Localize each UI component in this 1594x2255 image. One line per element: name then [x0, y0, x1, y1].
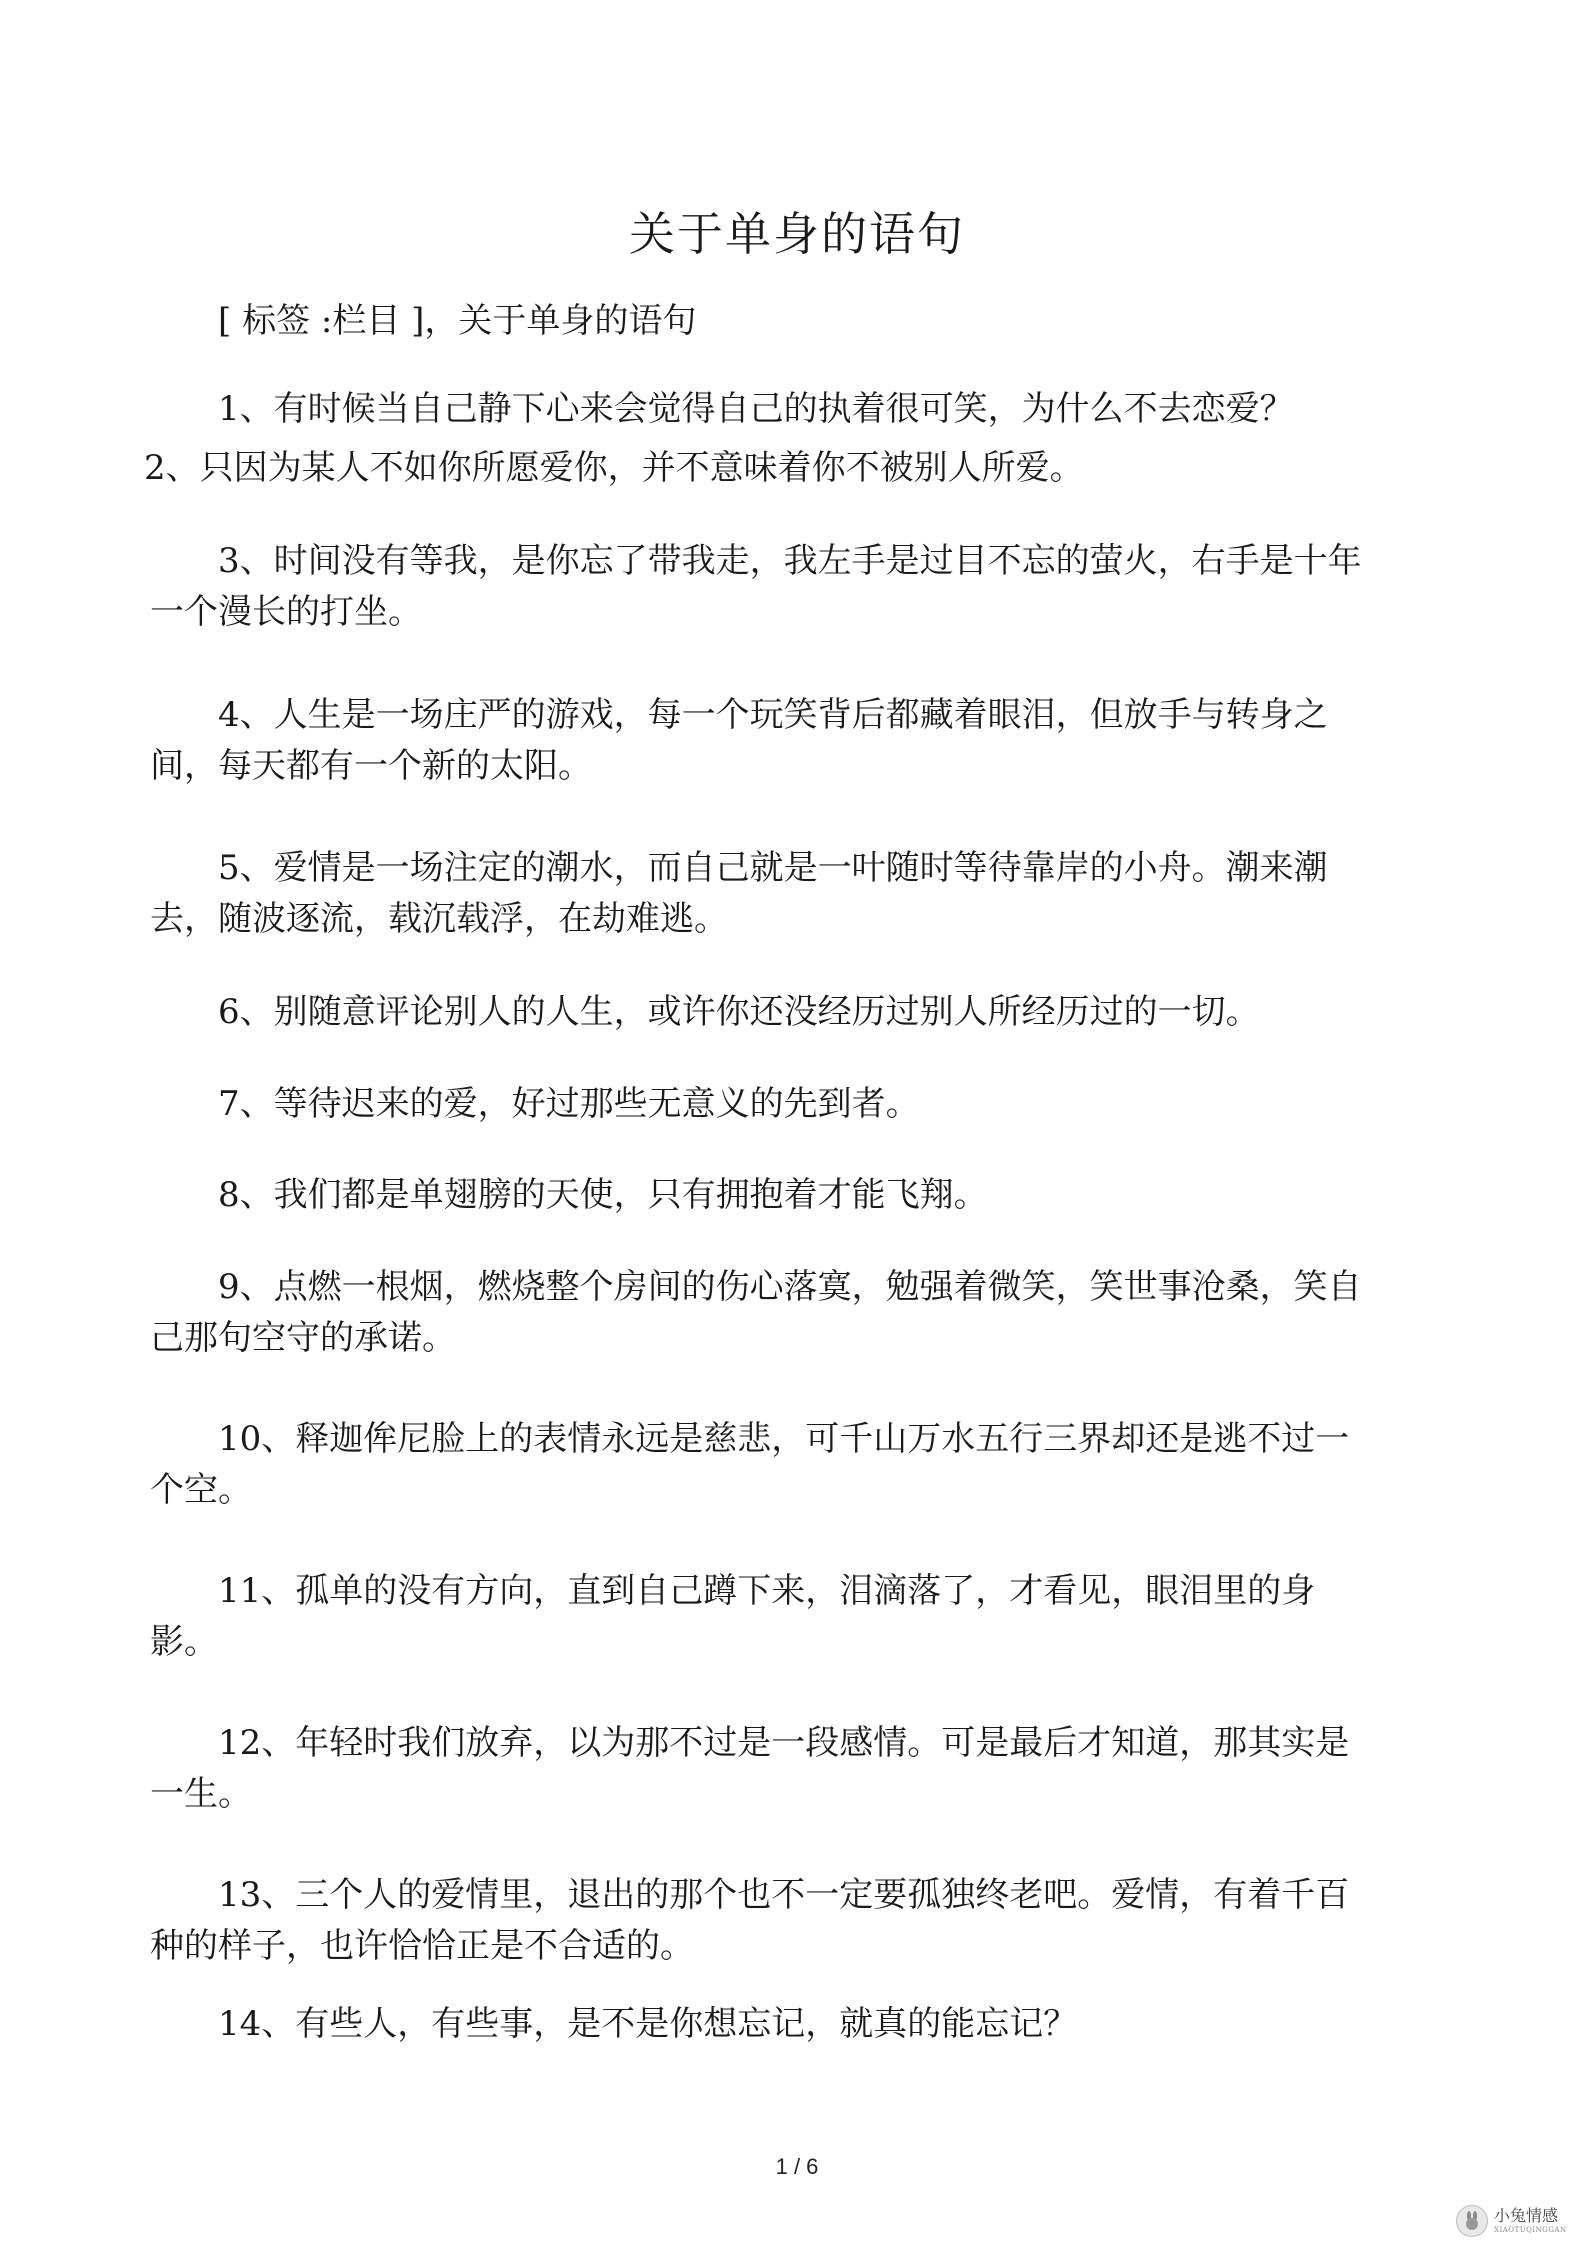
paragraph-10: 10、释迦侔尼脸上的表情永远是慈悲，可千山万水五行三界却还是逃不过一个空。 — [150, 1419, 1350, 1510]
paragraph-3: 3、时间没有等我，是你忘了带我走，我左手是过目不忘的萤火，右手是十年一个漫长的打坐。 — [150, 541, 1362, 632]
paragraph-1: 1、有时候当自己静下心来会觉得自己的执着很可笑，为什么不去恋爱？ — [218, 389, 1294, 429]
paragraph-13: 13、三个人的爱情里，退出的那个也不一定要孤独终老吧。爱情，有着千百种的样子，也许恰恰正是不合适的。 — [150, 1875, 1350, 1966]
tag-line: [ 标签 :栏目 ]，关于单身的语句 — [218, 301, 697, 341]
page-indicator: 1 / 6 — [775, 2154, 819, 2179]
paragraph-2: 2、只因为某人不如你所愿爱你，并不意味着你不被别人所爱。 — [144, 448, 1084, 488]
document-title: 关于单身的语句 — [629, 207, 965, 261]
watermark-text-block — [1494, 2208, 1567, 2234]
paragraph-4: 4、人生是一场庄严的游戏，每一个玩笑背后都藏着眼泪，但放手与转身之间，每天都有一个新的太阳。 — [150, 695, 1328, 786]
paragraph-6: 6、别随意评论别人的人生，或许你还没经历过别人所经历过的一切。 — [218, 992, 1260, 1032]
paragraph-5: 5、爱情是一场注定的潮水，而自己就是一叶随时等待靠岸的小舟。潮来潮去，随波逐流，载沉载浮，在劫难逃。 — [150, 848, 1328, 939]
rabbit-logo-icon — [1456, 2205, 1488, 2237]
watermark-text: 小兔情感 — [1494, 2208, 1559, 2225]
paragraph-11: 11、孤单的没有方向，直到自己蹲下来，泪滴落了，才看见，眼泪里的身影。 — [150, 1571, 1316, 1662]
paragraph-14: 14、有些人，有些事，是不是你想忘记，就真的能忘记？ — [218, 2004, 1078, 2044]
paragraph-9: 9、点燃一根烟，燃烧整个房间的伤心落寞，勉强着微笑，笑世事沧桑，笑自己那句空守的承诺。 — [150, 1267, 1362, 1358]
watermark-subtext: XIAOTUQINGGAN — [1494, 2226, 1567, 2234]
watermark — [1456, 2201, 1576, 2241]
paragraph-8: 8、我们都是单翅膀的天使，只有拥抱着才能飞翔。 — [218, 1175, 988, 1215]
paragraph-7: 7、等待迟来的爱，好过那些无意义的先到者。 — [218, 1084, 920, 1124]
paragraph-12: 12、年轻时我们放弃，以为那不过是一段感情。可是最后才知道，那其实是一生。 — [150, 1723, 1350, 1814]
